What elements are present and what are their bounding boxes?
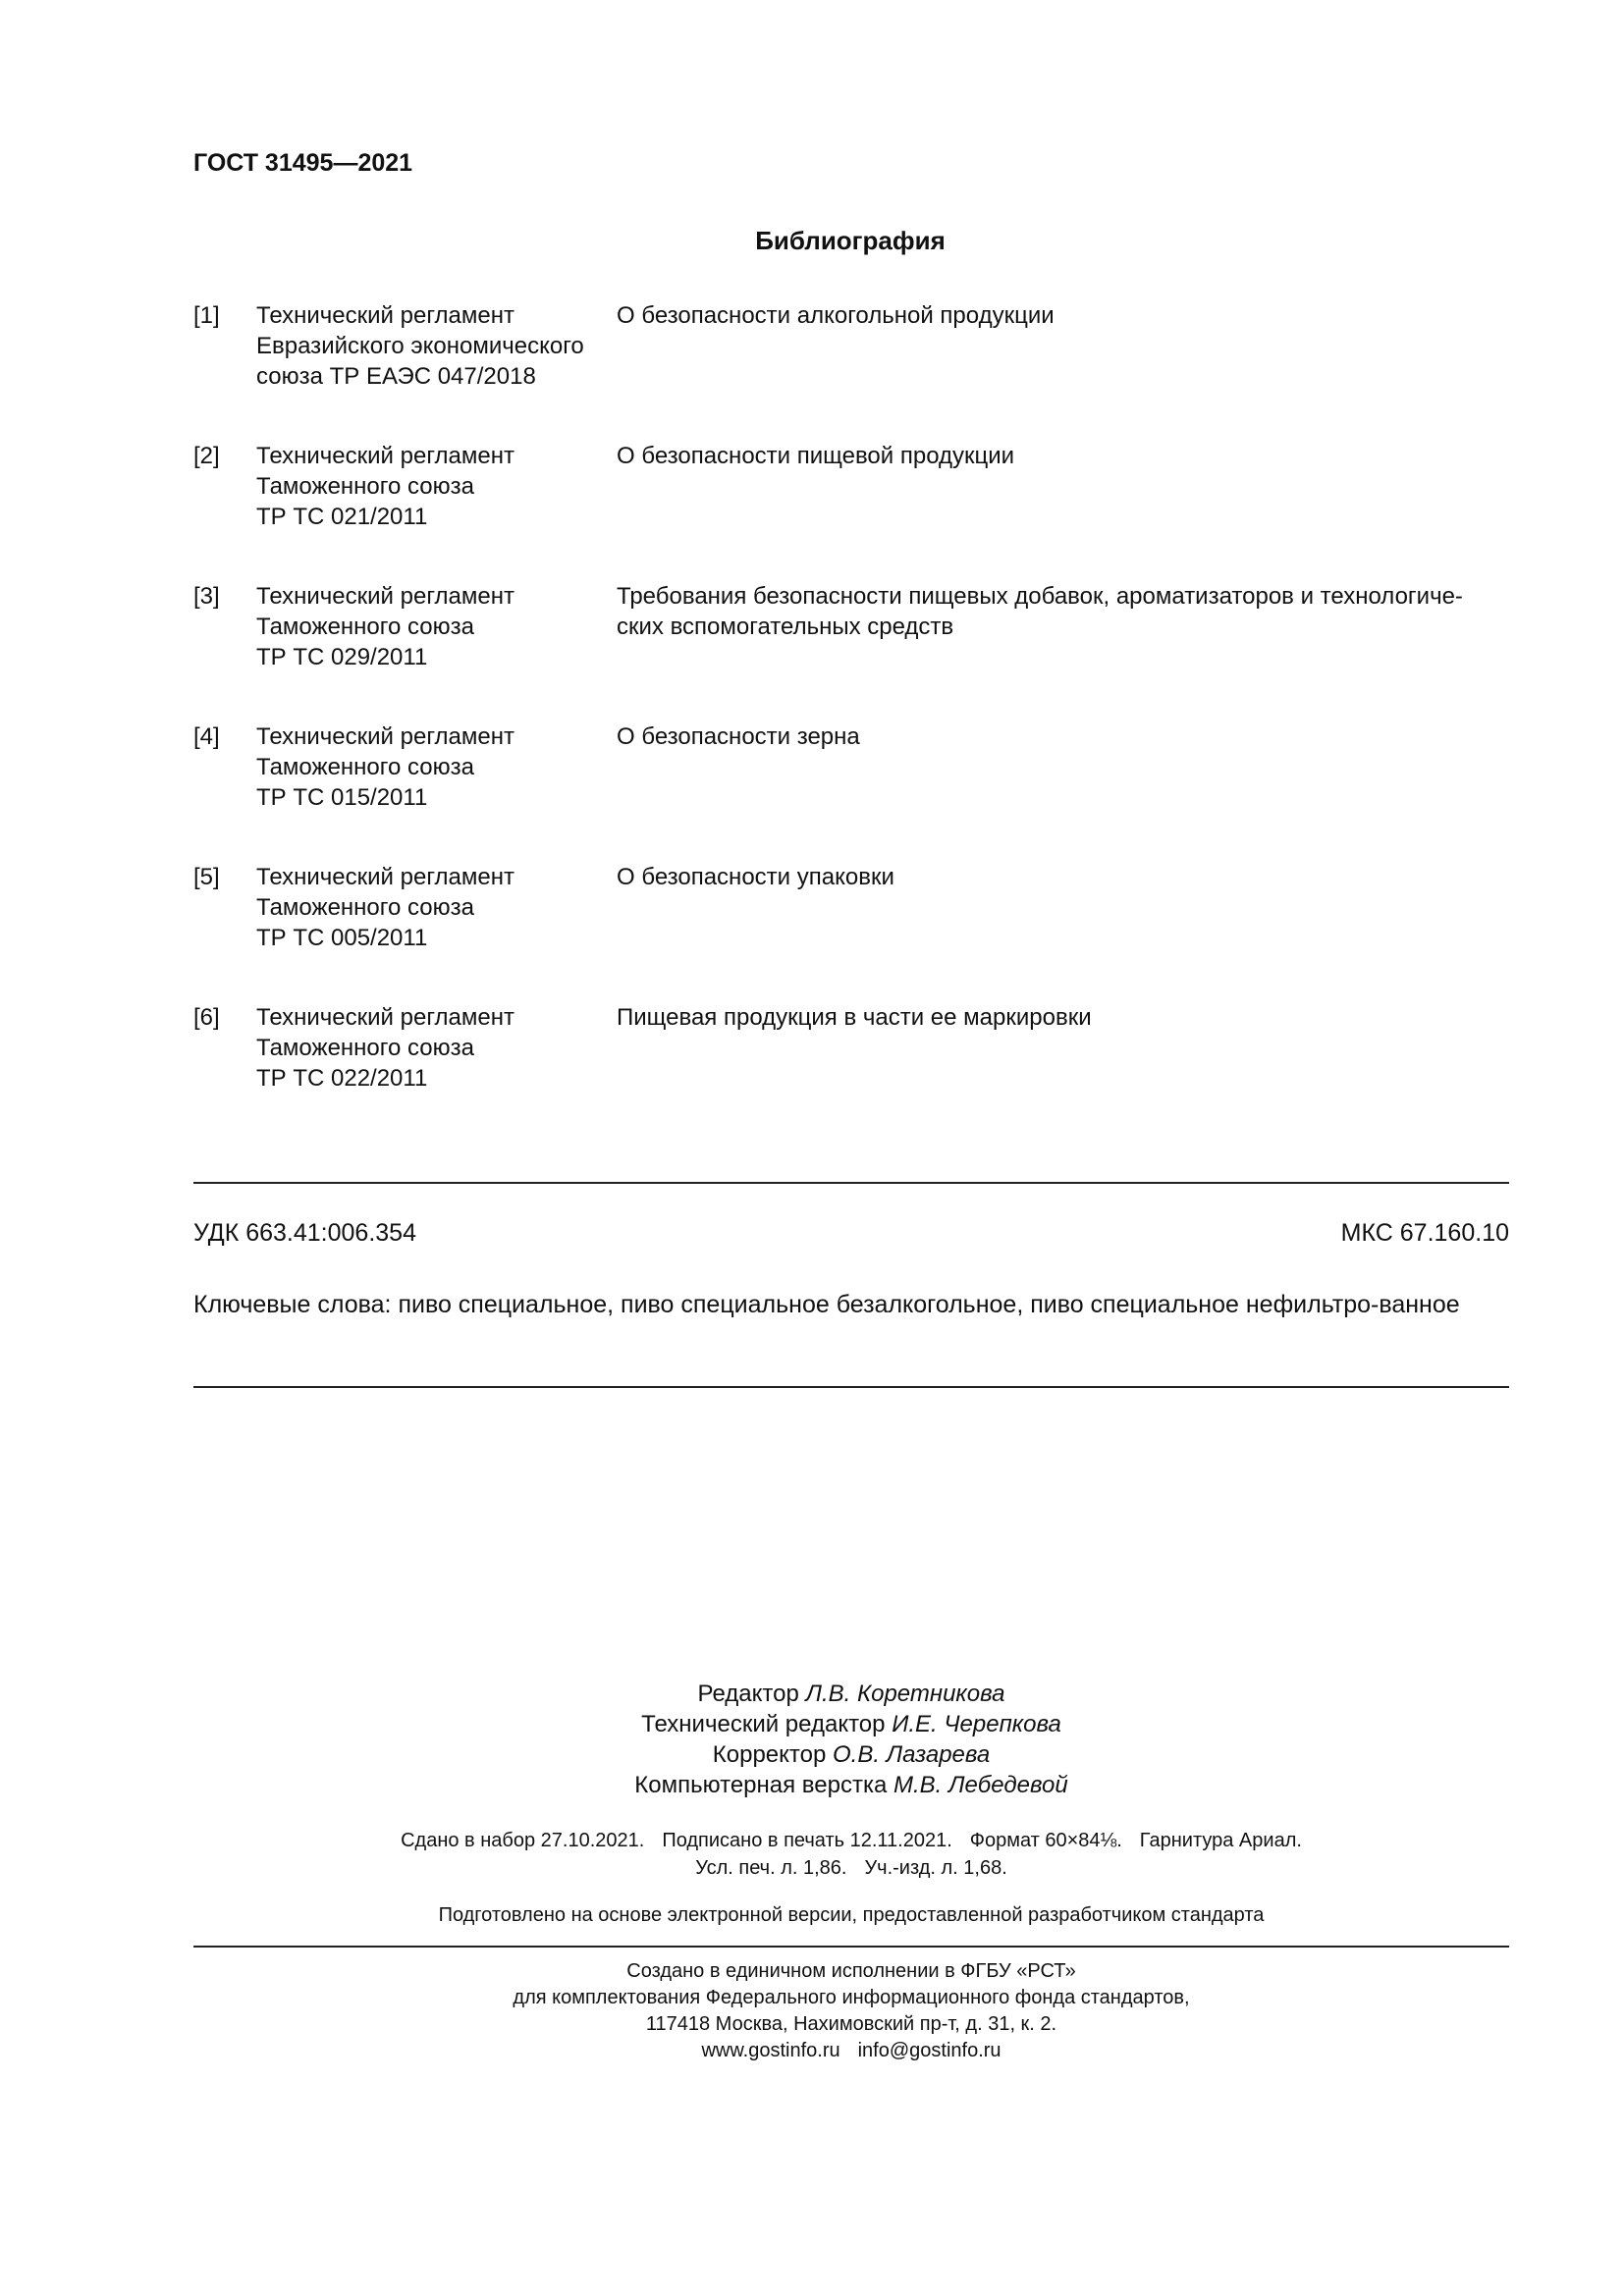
print-sheets: Усл. печ. л. 1,86. — [695, 1857, 847, 1879]
entry-document — [256, 581, 617, 672]
print-format: Формат 60×84⅛. — [969, 1830, 1122, 1851]
credit-name: Л.В. Коретникова — [805, 1681, 1005, 1707]
entry-number: [2] — [193, 443, 220, 469]
bibliography-entry — [193, 862, 1509, 953]
standard-code: ГОСТ 31495—2021 — [193, 149, 413, 177]
print-typeface: Гарнитура Ариал. — [1139, 1830, 1302, 1851]
entry-number: [3] — [193, 583, 220, 610]
print-signed: Подписано в печать 12.11.2021. — [662, 1830, 952, 1851]
footer-line: 117418 Москва, Нахимовский пр-т, д. 31, к. 2. — [645, 2013, 1057, 2035]
entry-document-line: союза ТР ЕАЭС 047/2018 — [256, 363, 536, 390]
prepared-note: Подготовлено на основе электронной версии, предоставленной разработчиком стандарта — [438, 1904, 1265, 1926]
entry-document-line: Технический регламент — [256, 1004, 514, 1031]
credit-editor — [193, 1679, 1509, 1709]
credit-role: Компьютерная верстка — [634, 1772, 888, 1798]
credit-role: Корректор — [712, 1741, 827, 1768]
entry-subject: О безопасности алкогольной продукции — [617, 302, 1055, 329]
entry-document-line: Технический регламент — [256, 864, 514, 890]
bibliography-entry — [193, 441, 1509, 532]
entry-document — [256, 721, 617, 813]
divider-keywords — [193, 1386, 1509, 1388]
entry-document-line: Евразийского экономического — [256, 333, 584, 359]
entry-document-line: Технический регламент — [256, 443, 514, 469]
divider-footer — [193, 1946, 1509, 1948]
print-info-line — [193, 1854, 1509, 1882]
entry-document — [256, 862, 617, 953]
credit-role: Редактор — [697, 1681, 799, 1707]
entry-document-line: Технический регламент — [256, 302, 514, 329]
footer-line: Создано в единичном исполнении в ФГБУ «РСТ» — [626, 1960, 1076, 1982]
entry-subject: О безопасности пищевой продукции — [617, 443, 1015, 469]
entry-subject: Пищевая продукция в части ее маркировки — [617, 1004, 1092, 1031]
bibliography-entry — [193, 721, 1509, 813]
entry-document-line: Технический регламент — [256, 583, 514, 610]
bibliography-entry — [193, 1002, 1509, 1094]
bibliography-entry — [193, 581, 1509, 672]
print-info — [193, 1827, 1509, 1882]
divider-top — [193, 1182, 1509, 1184]
bibliography-entry — [193, 300, 1509, 392]
entry-document-line: ТР ТС 029/2011 — [256, 644, 428, 670]
entry-document-line: Таможенного союза — [256, 754, 474, 780]
credit-tech-editor — [193, 1709, 1509, 1739]
credit-corrector — [193, 1739, 1509, 1770]
bibliography-list — [193, 300, 1509, 1143]
footer-website: www.gostinfo.ru — [701, 2040, 840, 2061]
entry-document-line: ТР ТС 022/2011 — [256, 1065, 428, 1092]
entry-number: [6] — [193, 1004, 220, 1031]
credit-layout — [193, 1770, 1509, 1800]
entry-subject: Требования безопасности пищевых добавок, ароматизаторов и технологиче-ских вспомогательных средств — [617, 583, 1463, 640]
entry-number: [5] — [193, 864, 220, 890]
entry-subject: О безопасности зерна — [617, 723, 860, 750]
footer-line: для комплектования Федерального информационного фонда стандартов, — [513, 1987, 1190, 2008]
print-submitted: Сдано в набор 27.10.2021. — [401, 1830, 645, 1851]
entry-document-line: Таможенного союза — [256, 1035, 474, 1061]
entry-document-line: ТР ТС 015/2011 — [256, 784, 428, 811]
bibliography-title: Библиография — [755, 226, 946, 255]
publisher-sheets: Уч.-изд. л. 1,68. — [864, 1857, 1007, 1879]
entry-document-line: Таможенного союза — [256, 894, 474, 921]
credit-role: Технический редактор — [641, 1711, 886, 1737]
entry-document-line: ТР ТС 005/2011 — [256, 925, 428, 951]
udk-code: УДК 663.41:006.354 — [193, 1219, 416, 1247]
entry-document — [256, 300, 617, 392]
credit-name: М.В. Лебедевой — [893, 1772, 1068, 1798]
mks-code: МКС 67.160.10 — [1340, 1219, 1509, 1247]
entry-document — [256, 441, 617, 532]
entry-subject: О безопасности упаковки — [617, 864, 894, 890]
entry-number: [4] — [193, 723, 220, 750]
entry-document-line: Таможенного союза — [256, 614, 474, 640]
entry-document-line: Технический регламент — [256, 723, 514, 750]
entry-document-line: ТР ТС 021/2011 — [256, 504, 428, 530]
footer-email: info@gostinfo.ru — [857, 2040, 1001, 2061]
entry-number: [1] — [193, 302, 220, 329]
print-info-line — [193, 1827, 1509, 1854]
keywords: Ключевые слова: пиво специальное, пиво специальное безалкогольное, пиво специальное нефильтро-ванное — [193, 1291, 1460, 1318]
credits-block — [193, 1679, 1509, 1800]
entry-document-line: Таможенного союза — [256, 473, 474, 500]
footer-contacts — [193, 2038, 1509, 2064]
credit-name: И.Е. Черепкова — [892, 1711, 1061, 1737]
footer — [193, 1958, 1509, 2064]
entry-document — [256, 1002, 617, 1094]
credit-name: О.В. Лазарева — [833, 1741, 991, 1768]
